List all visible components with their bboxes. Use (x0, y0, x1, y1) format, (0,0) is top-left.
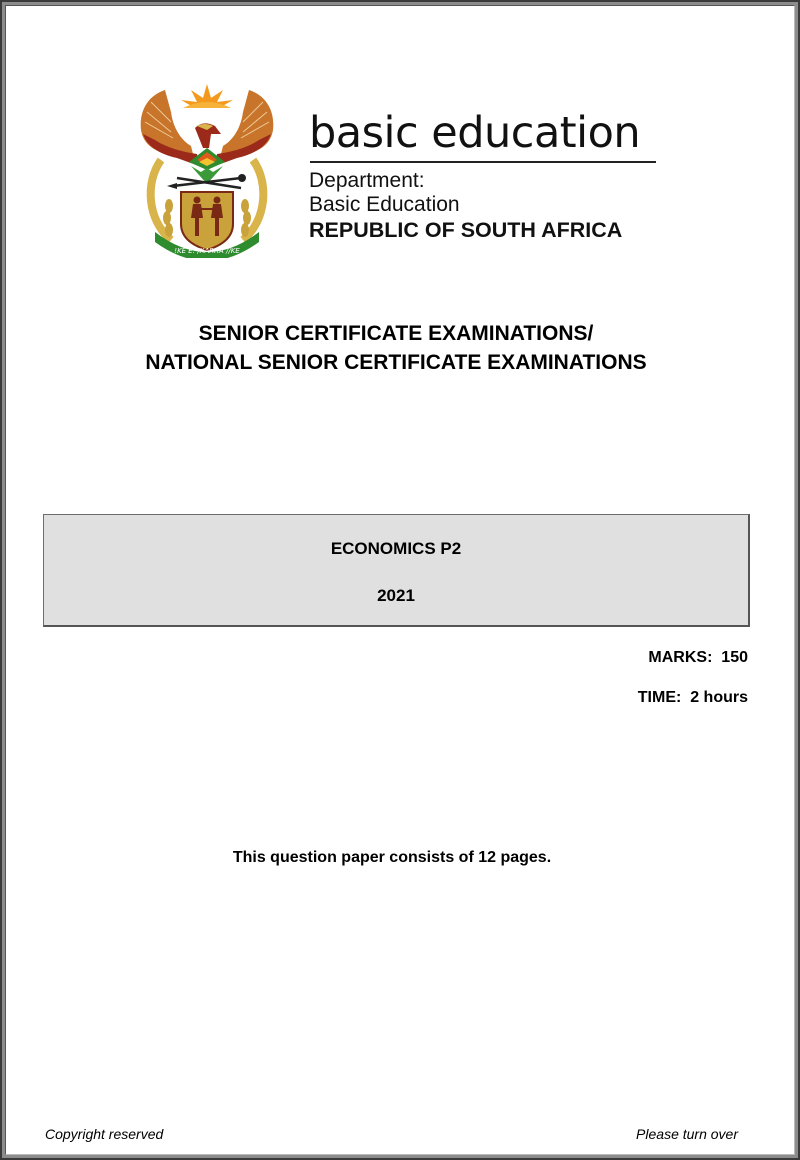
time-label: TIME: 2 hours (637, 689, 748, 706)
footer-turn-over: Please turn over (636, 1126, 738, 1142)
exam-heading-line-2: NATIONAL SENIOR CERTIFICATE EXAMINATIONS (145, 351, 647, 374)
marks-label: MARKS: 150 (648, 649, 748, 666)
brand-title: basic education (309, 108, 641, 158)
exam-year: 2021 (377, 586, 415, 605)
coat-of-arms-icon (137, 82, 277, 258)
footer-copyright: Copyright reserved (45, 1126, 164, 1142)
sun-icon (181, 84, 233, 108)
page-count-note: This question paper consists of 12 pages. (232, 849, 552, 866)
country-name: REPUBLIC OF SOUTH AFRICA (309, 218, 623, 242)
svg-text:!KE E: /XARRA //KE: !KE E: /XARRA //KE (174, 247, 240, 255)
subject-box (43, 514, 750, 627)
brand-divider (310, 161, 656, 163)
department-name: Basic Education (309, 193, 460, 216)
exam-heading-line-1: SENIOR CERTIFICATE EXAMINATIONS/ (198, 322, 594, 345)
subject-title: ECONOMICS P2 (330, 539, 462, 558)
department-branding (308, 108, 668, 242)
department-label: Department: (309, 169, 425, 192)
exam-heading (0, 319, 800, 377)
